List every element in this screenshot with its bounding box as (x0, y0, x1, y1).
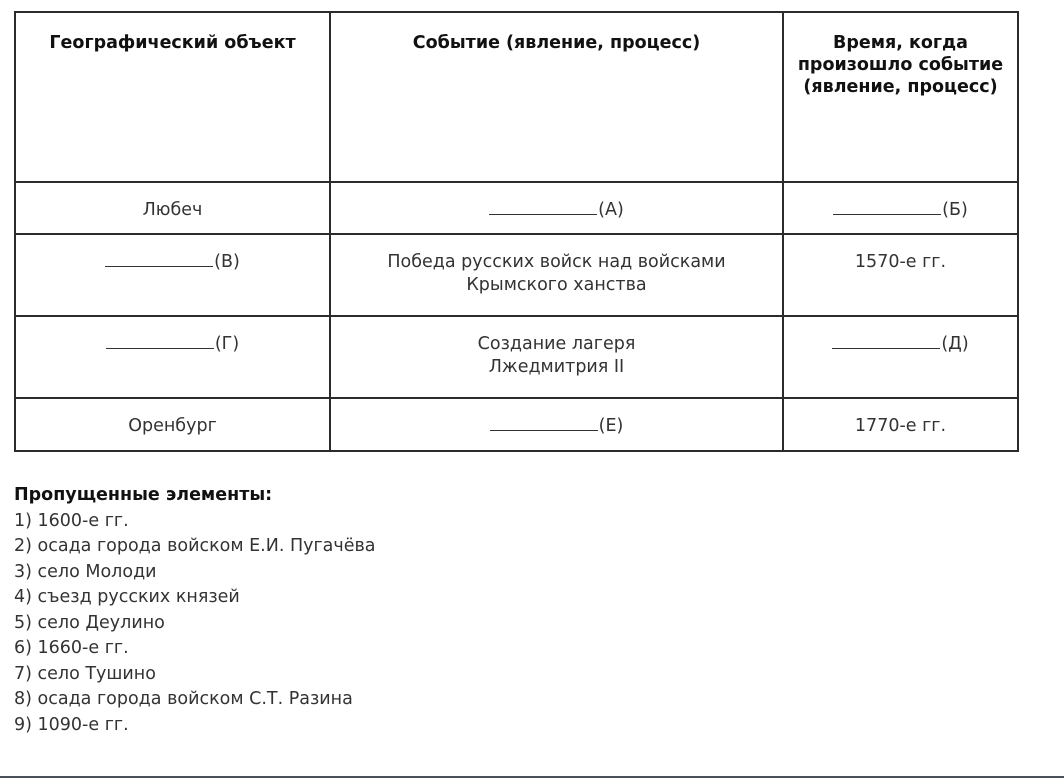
cell-object (15, 398, 330, 451)
cell-time (783, 398, 1018, 451)
list-item: 5) село Деулино (14, 612, 165, 633)
cell-object (15, 316, 330, 398)
time-text: 1770-е гг. (854, 416, 947, 436)
time-text: 1570-е гг. (854, 252, 947, 272)
cell-event (330, 398, 783, 451)
list-item: 9) 1090-е гг. (14, 714, 129, 735)
cell-event (330, 182, 783, 234)
table-row (15, 234, 1018, 316)
blank-label-b: (Б) (942, 200, 968, 220)
list-item: 6) 1660-е гг. (14, 638, 129, 658)
blank-line (833, 199, 941, 215)
blank-line (105, 251, 213, 267)
list-item: 8) осада города войском С.Т. Разина (14, 689, 353, 709)
cell-event (330, 316, 783, 398)
missing-elements-title: Пропущенные элементы: (14, 485, 273, 505)
cell-time (783, 182, 1018, 234)
list-item: 1) 1600-е гг. (14, 510, 129, 531)
header-event: Событие (явление, процесс) (330, 12, 783, 182)
cell-time (783, 234, 1018, 316)
table-row (15, 316, 1018, 398)
blank-label-e: (Е) (598, 416, 624, 436)
header-time: Время, когда произошло событие (явление, процесс) (783, 12, 1018, 182)
blank-label-d: (Д) (941, 334, 969, 354)
blank-line (106, 333, 214, 349)
header-geo-object: Географический объект (15, 12, 330, 182)
history-table (14, 11, 1019, 452)
list-item: 4) съезд русских князей (14, 587, 240, 607)
list-item: 3) село Молоди (14, 561, 157, 582)
list-item: 2) осада города войском Е.И. Пугачёва (14, 536, 376, 556)
blank-label-g: (Г) (214, 334, 240, 354)
table-row (15, 182, 1018, 234)
blank-line (490, 415, 598, 431)
blank-line (489, 199, 597, 215)
list-item: 7) село Тушино (14, 663, 156, 684)
table-row (15, 398, 1018, 451)
blank-line (832, 333, 940, 349)
blank-label-a: (А) (598, 200, 624, 220)
cell-time (783, 316, 1018, 398)
object-text: Любеч (142, 200, 203, 220)
table-header-row (15, 12, 1018, 182)
object-text: Оренбург (128, 416, 217, 436)
blank-label-v: (В) (214, 252, 240, 272)
missing-elements-list (14, 483, 376, 738)
cell-object (15, 182, 330, 234)
cell-object (15, 234, 330, 316)
event-text: Создание лагеря Лжедмитрия II (477, 334, 636, 377)
event-text: Победа русских войск над войсками Крымского ханства (387, 252, 726, 295)
cell-event (330, 234, 783, 316)
